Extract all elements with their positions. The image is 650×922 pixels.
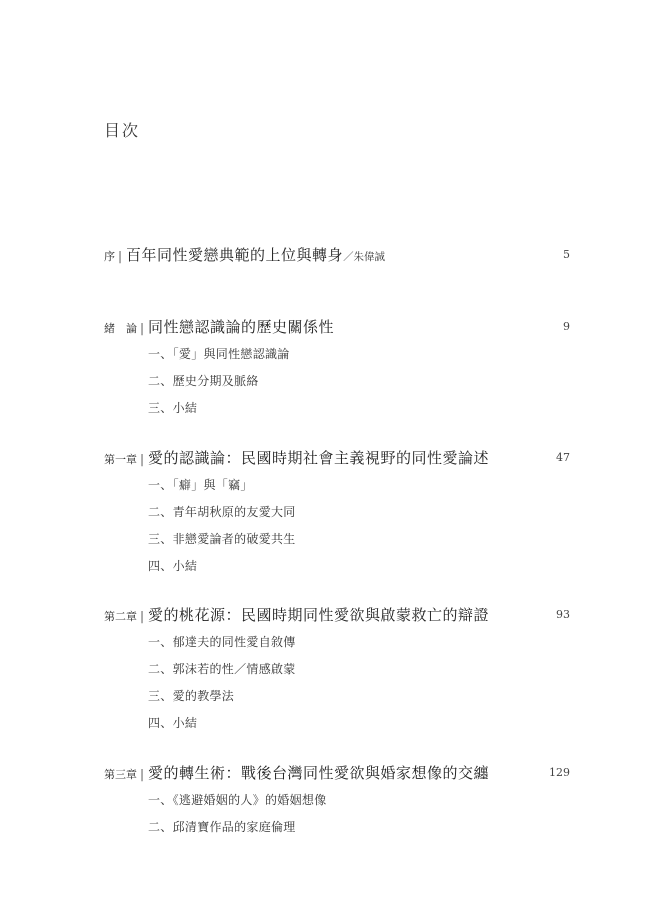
entry-title: 愛的認識論：民國時期社會主義視野的同性愛論述 [148, 449, 490, 467]
entry-author: ／朱偉誠 [343, 251, 386, 263]
entry-label: 第二章 [104, 610, 137, 623]
entry-title: 愛的轉生術：戰後台灣同性愛欲與婚家想像的交纏 [148, 764, 490, 782]
section-item[interactable]: 二、邱清寶作品的家庭倫理 [148, 820, 296, 834]
entry-separator: | [140, 609, 145, 623]
toc-entry-introduction[interactable] [104, 316, 570, 338]
page-number: 129 [549, 766, 570, 779]
entry-separator: | [140, 767, 145, 781]
entry-separator: | [118, 249, 123, 263]
section-item[interactable]: 二、歷史分期及脈絡 [148, 374, 259, 388]
entry-separator: | [140, 321, 145, 335]
section-item[interactable]: 三、愛的教學法 [148, 689, 235, 703]
section-item[interactable]: 一、郁達夫的同性愛自敘傳 [148, 635, 296, 649]
page-number: 9 [563, 320, 570, 333]
entry-title: 同性戀認識論的歷史關係性 [148, 318, 335, 336]
toc-entry-chapter-1[interactable] [104, 447, 570, 469]
section-item[interactable]: 四、小結 [148, 559, 198, 573]
toc-entry-chapter-2[interactable] [104, 604, 570, 626]
entry-label: 第三章 [104, 768, 137, 781]
entry-label: 緒 論 [104, 322, 137, 335]
entry-separator: | [140, 452, 145, 466]
entry-label: 序 [104, 250, 115, 263]
section-item[interactable]: 二、青年胡秋原的友愛大同 [148, 505, 296, 519]
page-number: 93 [556, 608, 570, 621]
section-item[interactable]: 一、「愛」與同性戀認識論 [148, 347, 290, 361]
entry-label: 第一章 [104, 453, 137, 466]
toc-entry-preface[interactable] [104, 244, 570, 266]
section-item[interactable]: 一、《逃避婚姻的人》的婚姻想像 [148, 793, 327, 807]
section-item[interactable]: 三、非戀愛論者的破愛共生 [148, 532, 296, 546]
section-item[interactable]: 三、小結 [148, 401, 198, 415]
page-title: 目次 [104, 121, 141, 140]
toc-entry-chapter-3[interactable] [104, 762, 570, 784]
entry-title: 百年同性愛戀典範的上位與轉身 [126, 246, 344, 264]
section-item[interactable]: 一、「癖」與「竊」 [148, 478, 253, 492]
page-number: 47 [556, 451, 570, 464]
page-number: 5 [563, 248, 570, 261]
section-item[interactable]: 二、郭沫若的性／情感啟蒙 [148, 662, 296, 676]
entry-title: 愛的桃花源：民國時期同性愛欲與啟蒙救亡的辯證 [148, 606, 490, 624]
section-item[interactable]: 四、小結 [148, 716, 198, 730]
